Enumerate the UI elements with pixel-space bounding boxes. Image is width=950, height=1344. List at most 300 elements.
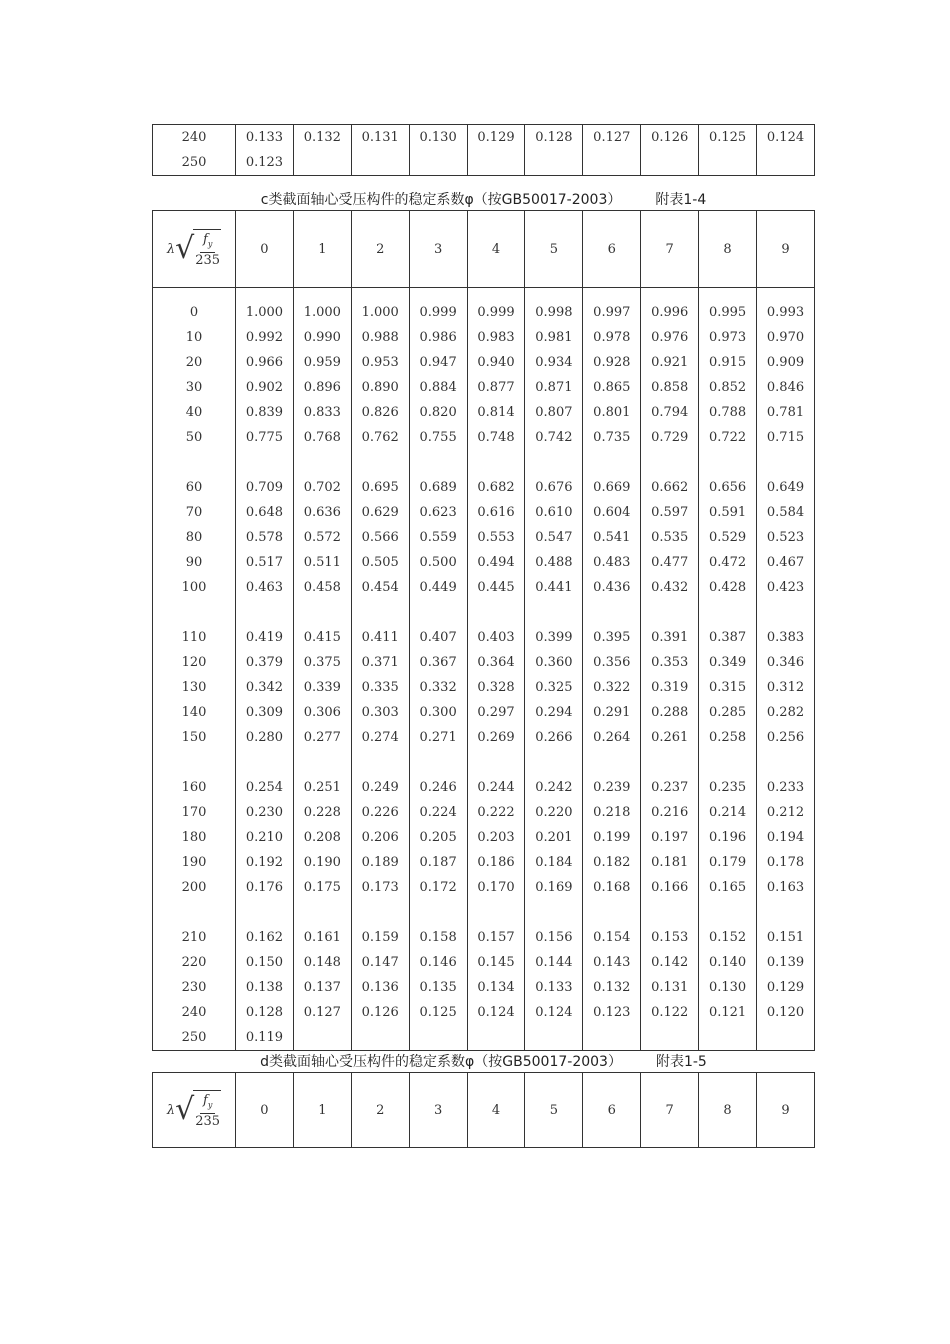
group-gap xyxy=(699,750,756,775)
phi-value: 0.807 xyxy=(535,405,573,420)
phi-value: 0.999 xyxy=(477,305,515,320)
phi-value: 0.165 xyxy=(708,880,747,895)
phi-value: 0.992 xyxy=(245,330,284,345)
phi-value: 0.735 xyxy=(593,430,631,445)
phi-value: 0.403 xyxy=(477,630,515,645)
phi-value: 0.230 xyxy=(245,805,284,820)
phi-value: 0.131 xyxy=(651,980,689,995)
value-column-6 xyxy=(583,125,641,176)
phi-value: 0.187 xyxy=(419,855,457,870)
phi-value: 0.695 xyxy=(361,480,399,495)
phi-value: 0.890 xyxy=(361,380,399,395)
phi-value: 0.356 xyxy=(593,655,631,670)
group-gap xyxy=(468,900,525,925)
group-gap xyxy=(641,600,698,625)
phi-value: 0.591 xyxy=(708,505,747,520)
phi-value: 0.132 xyxy=(593,980,631,995)
phi-value: 0.222 xyxy=(477,805,515,820)
phi-value: 0.909 xyxy=(766,355,805,370)
phi-value: 0.505 xyxy=(361,555,399,570)
phi-value: 0.144 xyxy=(535,955,573,970)
phi-value: 0.335 xyxy=(361,680,399,695)
group-gap xyxy=(153,750,235,775)
phi-value: 0.168 xyxy=(593,880,631,895)
phi-value: 0.121 xyxy=(708,1005,747,1020)
header-digit-1: 1 xyxy=(293,211,351,288)
value-column-4 xyxy=(467,288,525,1051)
phi-value: 0.261 xyxy=(651,730,689,745)
phi-value: 0.291 xyxy=(593,705,631,720)
phi-value: 0.269 xyxy=(477,730,515,745)
table-c xyxy=(152,210,815,1051)
table-d xyxy=(152,1072,815,1148)
phi-value: 0.360 xyxy=(535,655,573,670)
phi-value: 0.190 xyxy=(303,855,341,870)
phi-value: 0.535 xyxy=(651,530,689,545)
phi-value: 0.162 xyxy=(245,930,284,945)
phi-value: 0.332 xyxy=(419,680,457,695)
phi-value: 0.572 xyxy=(303,530,341,545)
lambda-formula xyxy=(167,1090,221,1131)
header-digit-8: 8 xyxy=(699,211,757,288)
phi-value: 0.833 xyxy=(303,405,341,420)
phi-value xyxy=(410,150,467,175)
table-c-header-row xyxy=(153,211,815,288)
phi-value: 0.153 xyxy=(651,930,689,945)
group-gap xyxy=(153,450,235,475)
phi-value xyxy=(525,1025,582,1050)
group-gap xyxy=(699,450,756,475)
phi-value: 0.391 xyxy=(651,630,689,645)
phi-value: 0.547 xyxy=(535,530,573,545)
group-gap xyxy=(699,600,756,625)
phi-value: 0.224 xyxy=(419,805,457,820)
phi-value: 0.146 xyxy=(419,955,457,970)
phi-value: 0.801 xyxy=(593,405,631,420)
group-gap xyxy=(294,450,351,475)
group-gap xyxy=(153,600,235,625)
phi-value xyxy=(352,1025,409,1050)
group-gap xyxy=(236,600,293,625)
phi-value: 0.981 xyxy=(535,330,573,345)
phi-value: 0.722 xyxy=(708,430,747,445)
phi-value: 0.274 xyxy=(361,730,399,745)
fy-subscript: y xyxy=(207,1100,213,1110)
phi-value: 0.300 xyxy=(419,705,457,720)
phi-value: 0.210 xyxy=(245,830,284,845)
phi-value: 0.179 xyxy=(708,855,747,870)
phi-value: 0.277 xyxy=(303,730,341,745)
table-d-header-row xyxy=(153,1073,815,1148)
header-digit-4: 4 xyxy=(467,1073,525,1148)
phi-value: 0.297 xyxy=(477,705,515,720)
phi-value: 0.762 xyxy=(361,430,399,445)
group-gap xyxy=(410,900,467,925)
phi-value: 0.242 xyxy=(535,780,573,795)
phi-value: 0.458 xyxy=(303,580,341,595)
phi-value: 0.755 xyxy=(419,430,457,445)
phi-value: 0.970 xyxy=(766,330,805,345)
phi-value: 0.604 xyxy=(593,505,631,520)
group-gap xyxy=(153,900,235,925)
phi-value: 0.768 xyxy=(303,430,341,445)
phi-value: 0.226 xyxy=(361,805,399,820)
value-column-3 xyxy=(409,125,467,176)
table-c-body-row xyxy=(153,288,815,1051)
phi-value: 0.158 xyxy=(419,930,457,945)
phi-value: 0.656 xyxy=(708,480,747,495)
phi-value: 0.839 xyxy=(245,405,284,420)
phi-value: 0.928 xyxy=(593,355,631,370)
phi-value: 1.000 xyxy=(303,305,341,320)
phi-value: 0.702 xyxy=(303,480,341,495)
phi-value: 0.566 xyxy=(361,530,399,545)
phi-value: 0.134 xyxy=(477,980,515,995)
value-column-3 xyxy=(409,288,467,1051)
group-gap xyxy=(294,750,351,775)
phi-value: 0.463 xyxy=(245,580,284,595)
phi-value: 0.884 xyxy=(419,380,457,395)
phi-value: 0.523 xyxy=(766,530,805,545)
denominator: 235 xyxy=(195,253,221,269)
phi-value: 0.990 xyxy=(303,330,341,345)
phi-value: 0.794 xyxy=(651,405,689,420)
phi-value: 0.648 xyxy=(245,505,284,520)
group-gap xyxy=(525,600,582,625)
phi-value: 0.208 xyxy=(303,830,341,845)
lambda-value: 200 xyxy=(181,880,207,895)
group-gap xyxy=(757,450,814,475)
phi-value: 0.220 xyxy=(535,805,573,820)
header-digit-2: 2 xyxy=(351,1073,409,1148)
value-column-8 xyxy=(699,288,757,1051)
phi-value: 0.978 xyxy=(593,330,631,345)
lambda-value: 220 xyxy=(181,955,207,970)
phi-value: 0.775 xyxy=(245,430,284,445)
phi-value: 0.319 xyxy=(651,680,689,695)
phi-value xyxy=(757,150,814,175)
phi-value: 0.184 xyxy=(535,855,573,870)
header-digit-2: 2 xyxy=(351,211,409,288)
phi-value: 0.142 xyxy=(651,955,689,970)
phi-value: 0.124 xyxy=(766,130,805,145)
phi-value: 0.623 xyxy=(419,505,457,520)
phi-value: 0.166 xyxy=(651,880,689,895)
phi-value xyxy=(641,1025,698,1050)
table-c-title: c类截面轴心受压构件的稳定系数φ（按GB50017-2003） xyxy=(260,192,622,208)
phi-value: 0.445 xyxy=(477,580,515,595)
phi-value: 0.729 xyxy=(651,430,689,445)
fraction xyxy=(195,232,220,270)
phi-value: 0.159 xyxy=(361,930,399,945)
phi-value: 0.128 xyxy=(245,1005,284,1020)
table-d-title: d类截面轴心受压构件的稳定系数φ（按GB50017-2003） xyxy=(260,1054,622,1070)
phi-value: 0.649 xyxy=(766,480,805,495)
phi-value: 0.119 xyxy=(245,1030,284,1045)
phi-value: 0.130 xyxy=(419,130,457,145)
group-gap xyxy=(641,450,698,475)
group-gap xyxy=(525,900,582,925)
value-column-6 xyxy=(583,288,641,1051)
phi-value: 0.169 xyxy=(535,880,573,895)
phi-value: 0.197 xyxy=(651,830,689,845)
phi-value: 0.993 xyxy=(766,305,805,320)
phi-value: 0.998 xyxy=(535,305,573,320)
phi-value: 0.934 xyxy=(535,355,573,370)
phi-value: 0.411 xyxy=(361,630,399,645)
phi-value: 0.133 xyxy=(245,130,284,145)
lambda-value: 30 xyxy=(185,380,203,395)
phi-value: 0.280 xyxy=(245,730,284,745)
phi-value: 0.423 xyxy=(766,580,805,595)
value-column-0 xyxy=(236,125,294,176)
phi-value: 0.709 xyxy=(245,480,284,495)
phi-value: 0.303 xyxy=(361,705,399,720)
phi-value: 0.742 xyxy=(535,430,573,445)
fy-subscript: y xyxy=(207,239,213,249)
phi-value xyxy=(294,150,351,175)
header-digit-9: 9 xyxy=(757,211,815,288)
value-column-5 xyxy=(525,288,583,1051)
phi-value: 0.988 xyxy=(361,330,399,345)
phi-value: 0.915 xyxy=(708,355,747,370)
lambda-value: 120 xyxy=(181,655,207,670)
phi-value: 0.921 xyxy=(651,355,689,370)
phi-value: 0.364 xyxy=(477,655,515,670)
header-digit-4: 4 xyxy=(467,211,525,288)
phi-value: 0.258 xyxy=(708,730,747,745)
fy-numerator xyxy=(200,1093,215,1115)
phi-value: 0.682 xyxy=(477,480,515,495)
phi-value: 0.788 xyxy=(708,405,747,420)
group-gap xyxy=(352,750,409,775)
phi-value: 0.135 xyxy=(419,980,457,995)
phi-value: 0.559 xyxy=(419,530,457,545)
group-gap xyxy=(352,450,409,475)
phi-value: 0.339 xyxy=(303,680,341,695)
group-gap xyxy=(468,450,525,475)
group-gap xyxy=(468,600,525,625)
phi-value: 0.428 xyxy=(708,580,747,595)
phi-value: 0.186 xyxy=(477,855,515,870)
header-digit-7: 7 xyxy=(641,1073,699,1148)
group-gap xyxy=(583,900,640,925)
phi-value: 0.529 xyxy=(708,530,747,545)
group-gap xyxy=(757,900,814,925)
phi-value: 0.175 xyxy=(303,880,341,895)
radical-sign: √ xyxy=(175,1092,195,1127)
phi-value: 0.349 xyxy=(708,655,747,670)
phi-value: 0.122 xyxy=(651,1005,689,1020)
phi-value: 0.852 xyxy=(708,380,747,395)
phi-value: 0.181 xyxy=(651,855,689,870)
phi-value: 0.379 xyxy=(245,655,284,670)
phi-value: 0.196 xyxy=(708,830,747,845)
phi-value: 0.161 xyxy=(303,930,341,945)
phi-value: 0.192 xyxy=(245,855,284,870)
phi-value xyxy=(525,150,582,175)
phi-value: 0.748 xyxy=(477,430,515,445)
phi-value xyxy=(468,150,525,175)
phi-value: 0.483 xyxy=(593,555,631,570)
phi-value: 0.127 xyxy=(593,130,631,145)
value-column-8 xyxy=(699,125,757,176)
lambda-value: 160 xyxy=(181,780,207,795)
phi-value: 0.182 xyxy=(593,855,631,870)
phi-value xyxy=(699,150,756,175)
phi-value: 0.148 xyxy=(303,955,341,970)
group-gap xyxy=(410,450,467,475)
phi-value: 0.154 xyxy=(593,930,631,945)
phi-value: 0.237 xyxy=(651,780,689,795)
phi-value: 0.271 xyxy=(419,730,457,745)
phi-value: 0.322 xyxy=(593,680,631,695)
header-digit-9: 9 xyxy=(757,1073,815,1148)
value-column-2 xyxy=(351,125,409,176)
header-digit-6: 6 xyxy=(583,1073,641,1148)
phi-value: 0.214 xyxy=(708,805,747,820)
phi-value: 0.126 xyxy=(651,130,689,145)
phi-value: 0.206 xyxy=(361,830,399,845)
phi-value: 0.123 xyxy=(593,1005,631,1020)
group-gap xyxy=(410,750,467,775)
fy-numerator xyxy=(200,232,215,254)
group-gap xyxy=(525,450,582,475)
phi-value: 0.129 xyxy=(766,980,805,995)
phi-value: 0.264 xyxy=(593,730,631,745)
phi-value xyxy=(699,1025,756,1050)
lambda-value: 10 xyxy=(185,330,203,345)
phi-value xyxy=(583,1025,640,1050)
phi-value: 0.251 xyxy=(303,780,341,795)
phi-value: 0.629 xyxy=(361,505,399,520)
phi-value: 1.000 xyxy=(361,305,399,320)
phi-value: 0.407 xyxy=(419,630,457,645)
group-gap xyxy=(294,600,351,625)
lambda-formula-cell xyxy=(153,1073,236,1148)
phi-value: 0.126 xyxy=(361,1005,399,1020)
phi-value: 0.199 xyxy=(593,830,631,845)
phi-value: 0.367 xyxy=(419,655,457,670)
phi-value: 0.136 xyxy=(361,980,399,995)
lambda-value: 250 xyxy=(181,155,207,170)
lambda-column xyxy=(153,125,236,176)
phi-value: 0.132 xyxy=(303,130,341,145)
phi-value: 0.826 xyxy=(361,405,399,420)
phi-value xyxy=(583,150,640,175)
phi-value: 0.139 xyxy=(766,955,805,970)
value-column-4 xyxy=(467,125,525,176)
phi-value: 0.145 xyxy=(477,955,515,970)
lambda-value: 90 xyxy=(185,555,203,570)
lambda-value: 20 xyxy=(185,355,203,370)
phi-value: 0.346 xyxy=(766,655,805,670)
header-digit-0: 0 xyxy=(236,1073,294,1148)
group-gap xyxy=(410,600,467,625)
phi-value: 0.233 xyxy=(766,780,805,795)
phi-value xyxy=(410,1025,467,1050)
phi-value: 0.676 xyxy=(535,480,573,495)
header-digit-6: 6 xyxy=(583,211,641,288)
phi-value: 0.976 xyxy=(651,330,689,345)
phi-value: 0.328 xyxy=(477,680,515,695)
phi-value: 0.454 xyxy=(361,580,399,595)
group-gap xyxy=(294,900,351,925)
lambda-value: 250 xyxy=(181,1030,207,1045)
phi-value: 0.511 xyxy=(303,555,341,570)
table-c-caption xyxy=(152,189,815,209)
value-column-2 xyxy=(351,288,409,1051)
phi-value: 0.235 xyxy=(708,780,747,795)
phi-value: 0.123 xyxy=(245,155,284,170)
group-gap xyxy=(236,900,293,925)
lambda-value: 240 xyxy=(181,130,207,145)
phi-value: 0.896 xyxy=(303,380,341,395)
phi-value: 0.246 xyxy=(419,780,457,795)
table-d-appendix-label: 附表1-5 xyxy=(655,1054,707,1070)
phi-value: 0.125 xyxy=(708,130,747,145)
phi-value: 0.986 xyxy=(419,330,457,345)
lambda-value: 0 xyxy=(189,305,199,320)
phi-value: 0.477 xyxy=(651,555,689,570)
value-column-0 xyxy=(236,288,294,1051)
phi-value xyxy=(352,150,409,175)
phi-value: 0.127 xyxy=(303,1005,341,1020)
lambda-value: 100 xyxy=(181,580,207,595)
value-column-1 xyxy=(293,125,351,176)
phi-value: 0.129 xyxy=(477,130,515,145)
lambda-value: 130 xyxy=(181,680,207,695)
sqrt-body xyxy=(193,1090,221,1131)
phi-value: 0.256 xyxy=(766,730,805,745)
phi-value: 0.597 xyxy=(651,505,689,520)
phi-value: 0.715 xyxy=(766,430,805,445)
phi-value: 0.488 xyxy=(535,555,573,570)
phi-value: 0.163 xyxy=(766,880,805,895)
phi-value: 0.128 xyxy=(535,130,573,145)
group-gap xyxy=(352,900,409,925)
phi-value: 0.669 xyxy=(593,480,631,495)
phi-value: 0.553 xyxy=(477,530,515,545)
group-gap xyxy=(583,600,640,625)
phi-value: 0.176 xyxy=(245,880,284,895)
phi-value: 0.282 xyxy=(766,705,805,720)
top-fragment-row xyxy=(153,125,815,176)
phi-value: 0.216 xyxy=(651,805,689,820)
header-digit-5: 5 xyxy=(525,211,583,288)
phi-value: 0.983 xyxy=(477,330,515,345)
phi-value: 0.315 xyxy=(708,680,747,695)
phi-value: 0.325 xyxy=(535,680,573,695)
phi-value xyxy=(294,1025,351,1050)
lambda-value: 170 xyxy=(181,805,207,820)
phi-value: 0.201 xyxy=(535,830,573,845)
phi-value: 0.189 xyxy=(361,855,399,870)
phi-value: 0.342 xyxy=(245,680,284,695)
phi-value: 0.578 xyxy=(245,530,284,545)
phi-value: 0.781 xyxy=(766,405,805,420)
lambda-value: 70 xyxy=(185,505,203,520)
phi-value: 0.312 xyxy=(766,680,805,695)
phi-value: 0.138 xyxy=(245,980,284,995)
header-digit-3: 3 xyxy=(409,1073,467,1148)
lambda-value: 230 xyxy=(181,980,207,995)
phi-value: 0.125 xyxy=(419,1005,457,1020)
value-column-9 xyxy=(757,288,815,1051)
phi-value: 0.871 xyxy=(535,380,573,395)
phi-value: 0.846 xyxy=(766,380,805,395)
phi-value: 0.249 xyxy=(361,780,399,795)
